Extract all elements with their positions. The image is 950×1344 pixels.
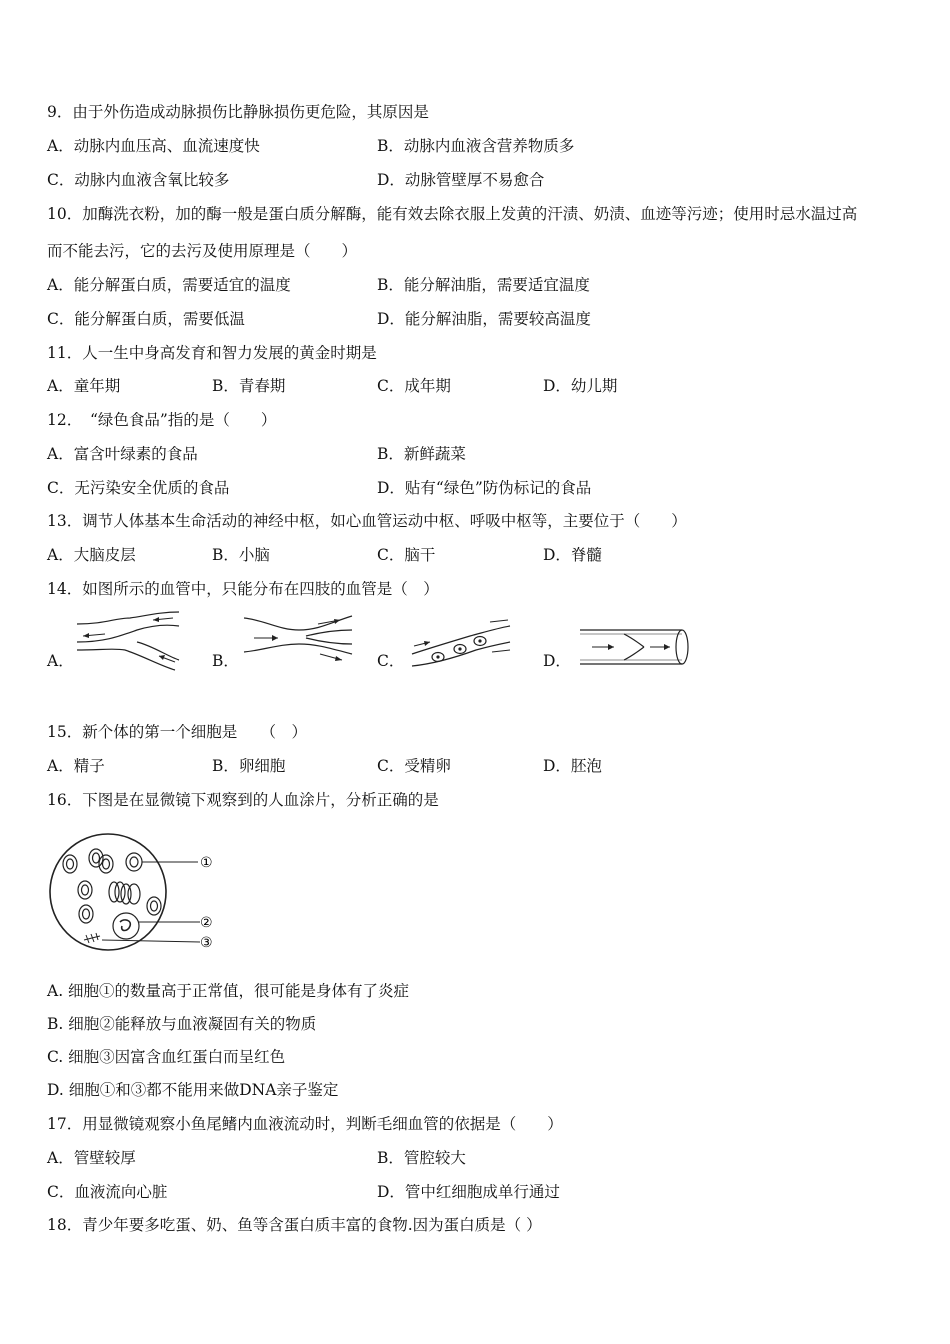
q11-stem: 11．人一生中身高发育和智力发展的黄金时期是 <box>47 344 377 362</box>
q10-option-c[interactable]: C．能分解蛋白质，需要低温 <box>47 310 245 328</box>
q14-option-d[interactable]: D． <box>543 652 571 670</box>
vessel-d-figure <box>578 626 690 670</box>
q15-stem: 15．新个体的第一个细胞是 （ ） <box>47 723 307 741</box>
q17-option-c[interactable]: C．血液流向心脏 <box>47 1183 168 1201</box>
q16-option-a[interactable]: A. 细胞①的数量高于正常值，很可能是身体有了炎症 <box>47 982 410 1000</box>
vessel-b-figure <box>244 614 356 666</box>
q12-stem: 12． “绿色食品”指的是（ ） <box>47 411 277 429</box>
q13-option-d[interactable]: D．脊髓 <box>543 546 602 564</box>
label-1: ① <box>200 855 213 871</box>
q16-stem: 16．下图是在显微镜下观察到的人血涂片，分析正确的是 <box>47 791 439 809</box>
q13-option-c[interactable]: C．脑干 <box>377 546 436 564</box>
q16-option-b[interactable]: B. 细胞②能释放与血液凝固有关的物质 <box>47 1015 317 1033</box>
q9-option-c[interactable]: C．动脉内血液含氧比较多 <box>47 171 230 189</box>
q9-option-b[interactable]: B．动脉内血液含营养物质多 <box>377 137 575 155</box>
q9-stem: 9．由于外伤造成动脉损伤比静脉损伤更危险，其原因是 <box>47 103 429 121</box>
q13-option-b[interactable]: B．小脑 <box>212 546 270 564</box>
q17-option-b[interactable]: B．管腔较大 <box>377 1149 466 1167</box>
q14-stem: 14．如图所示的血管中，只能分布在四肢的血管是（ ） <box>47 580 439 598</box>
q11-option-a[interactable]: A．童年期 <box>47 377 121 395</box>
q11-option-b[interactable]: B．青春期 <box>212 377 286 395</box>
q15-option-d[interactable]: D．胚泡 <box>543 757 602 775</box>
q9-option-d[interactable]: D．动脉管壁厚不易愈合 <box>377 171 545 189</box>
vessel-a-figure <box>75 612 185 670</box>
q17-option-d[interactable]: D．管中红细胞成单行通过 <box>377 1183 560 1201</box>
q15-option-b[interactable]: B．卵细胞 <box>212 757 286 775</box>
q15-option-c[interactable]: C．受精卵 <box>377 757 451 775</box>
label-3: ③ <box>200 935 213 951</box>
q10-option-a[interactable]: A．能分解蛋白质，需要适宜的温度 <box>47 276 291 294</box>
q14-option-a[interactable]: A． <box>47 652 74 670</box>
q16-option-d[interactable]: D. 细胞①和③都不能用来做DNA亲子鉴定 <box>47 1081 339 1099</box>
q11-option-c[interactable]: C．成年期 <box>377 377 451 395</box>
q12-option-b[interactable]: B．新鲜蔬菜 <box>377 445 466 463</box>
label-2: ② <box>200 915 213 931</box>
q9-option-a[interactable]: A．动脉内血压高、血流速度快 <box>47 137 260 155</box>
q16-option-c[interactable]: C. 细胞③因富含血红蛋白而呈红色 <box>47 1048 286 1066</box>
q11-option-d[interactable]: D．幼儿期 <box>543 377 618 395</box>
q17-option-a[interactable]: A．管壁较厚 <box>47 1149 136 1167</box>
q18-stem: 18．青少年要多吃蛋、奶、鱼等含蛋白质丰富的食物.因为蛋白质是（ ） <box>47 1216 542 1234</box>
vessel-c-figure <box>410 620 514 668</box>
q10-option-b[interactable]: B．能分解油脂，需要适宜温度 <box>377 276 590 294</box>
q12-option-c[interactable]: C．无污染安全优质的食品 <box>47 479 230 497</box>
q13-option-a[interactable]: A．大脑皮层 <box>47 546 136 564</box>
q15-option-a[interactable]: A．精子 <box>47 757 105 775</box>
q10-option-d[interactable]: D．能分解油脂，需要较高温度 <box>377 310 591 328</box>
q14-option-b[interactable]: B． <box>212 652 239 670</box>
q17-stem: 17．用显微镜观察小鱼尾鳍内血液流动时，判断毛细血管的依据是（ ） <box>47 1115 563 1133</box>
q13-stem: 13．调节人体基本生命活动的神经中枢，如心血管运动中枢、呼吸中枢等，主要位于（ ） <box>47 512 687 530</box>
q10-stem-line2: 而不能去污，它的去污及使用原理是（ ） <box>47 242 358 260</box>
q12-option-d[interactable]: D．贴有“绿色”防伪标记的食品 <box>377 479 592 497</box>
q10-stem-line1: 10．加酶洗衣粉，加的酶一般是蛋白质分解酶，能有效去除衣服上发黄的汗渍、奶渍、血迹等污迹；使用时忌水温过高 <box>47 205 858 223</box>
q12-option-a[interactable]: A．富含叶绿素的食品 <box>47 445 198 463</box>
q14-option-c[interactable]: C． <box>377 652 405 670</box>
blood-smear-figure <box>48 834 228 954</box>
